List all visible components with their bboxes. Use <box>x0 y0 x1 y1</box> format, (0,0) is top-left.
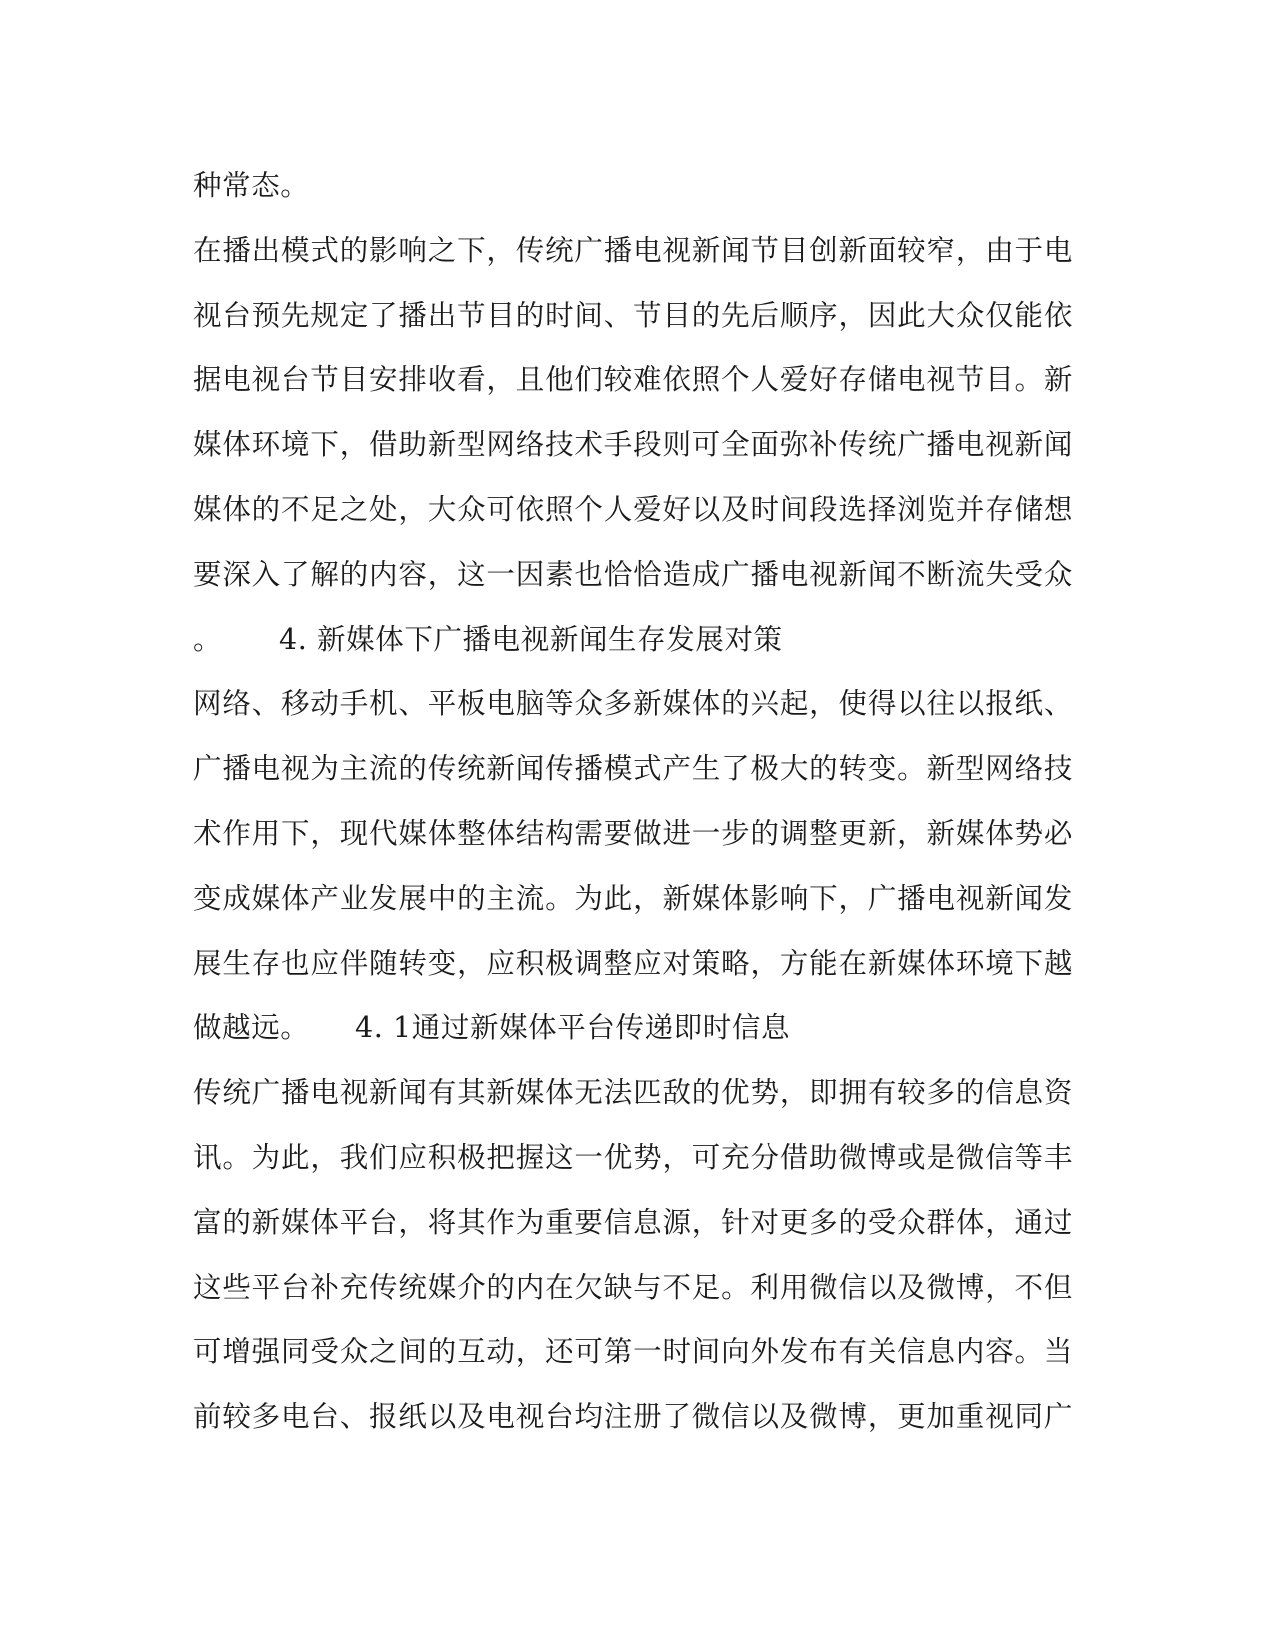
text-line: 展生存也应伴随转变，应积极调整应对策略，方能在新媒体环境下越 <box>193 946 1073 980</box>
text-line: 在播出模式的影响之下，传统广播电视新闻节目创新面较窄，由于电 <box>193 233 1073 267</box>
text-line: 讯。为此，我们应积极把握这一优势，可充分借助微博或是微信等丰 <box>193 1140 1073 1174</box>
text-line: 广播电视为主流的传统新闻传播模式产生了极大的转变。新型网络技 <box>193 752 1073 786</box>
subsection-heading-row <box>193 996 1073 1061</box>
text-line: 富的新媒体平台，将其作为重要信息源，针对更多的受众群体，通过 <box>193 1205 1073 1239</box>
text-line: 要深入了解的内容，这一因素也恰恰造成广播电视新闻不断流失受众 <box>193 557 1073 591</box>
text-line: 据电视台节目安排收看，且他们较难依照个人爱好存储电视节目。新 <box>193 363 1073 397</box>
body-text <box>193 154 1073 1450</box>
text-line: 变成媒体产业发展中的主流。为此，新媒体影响下，广播电视新闻发 <box>193 881 1073 915</box>
text-fragment: 做越远。 <box>193 1011 310 1045</box>
text-line: 媒体的不足之处，大众可依照个人爱好以及时间段选择浏览并存储想 <box>193 492 1073 526</box>
section-heading: 4. 新媒体下广播电视新闻生存发展对策 <box>279 622 783 656</box>
text-fragment: 。 <box>193 622 223 656</box>
text-line: 这些平台补充传统媒介的内在欠缺与不足。利用微信以及微博，不但 <box>193 1270 1073 1304</box>
text-line: 媒体环境下，借助新型网络技术手段则可全面弥补传统广播电视新闻 <box>193 428 1073 462</box>
text-line: 前较多电台、报纸以及电视台均注册了微信以及微博，更加重视同广 <box>193 1400 1073 1434</box>
text-line: 视台预先规定了播出节目的时间、节目的先后顺序，因此大众仅能依 <box>193 298 1073 332</box>
text-line: 传统广播电视新闻有其新媒体无法匹敌的优势，即拥有较多的信息资 <box>193 1076 1073 1110</box>
subsection-heading: 4. 1通过新媒体平台传递即时信息 <box>355 1011 791 1045</box>
text-line: 种常态。 <box>193 169 310 202</box>
text-line: 术作用下，现代媒体整体结构需要做进一步的调整更新，新媒体势必 <box>193 816 1073 850</box>
text-line: 网络、移动手机、平板电脑等众多新媒体的兴起，使得以往以报纸、 <box>193 687 1073 721</box>
section-heading-row <box>193 608 1073 673</box>
text-line: 可增强同受众之间的互动，还可第一时间向外发布有关信息内容。当 <box>193 1335 1073 1369</box>
